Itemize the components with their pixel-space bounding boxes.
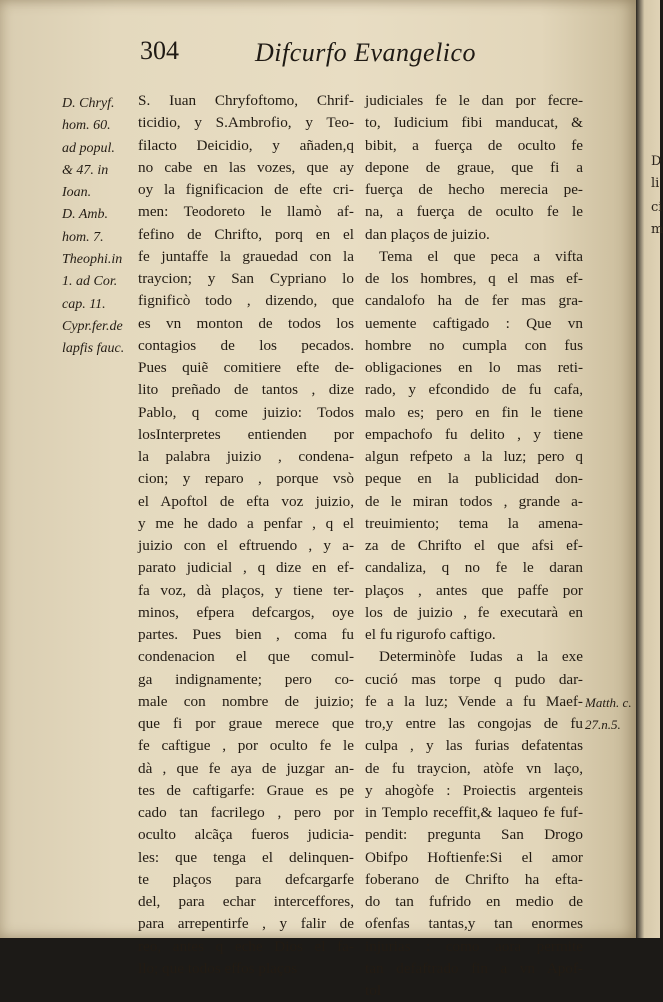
margin-note: lapfis fauc.: [62, 341, 125, 357]
text-line: Determinòfe Iudas a la exe: [379, 648, 583, 666]
text-line: te plaços para defcargarfe: [138, 870, 354, 888]
text-line: condenacion el que comul-: [138, 648, 354, 666]
margin-note: & 47. in: [62, 162, 109, 178]
text-line: pendit: pregunta San Drogo: [365, 826, 583, 844]
right-text-column: [365, 90, 583, 1002]
text-line: contagios de los pecados.: [138, 336, 354, 354]
text-line: de fu traycion, atòfe vn laço,: [365, 759, 583, 777]
text-line: S. Iuan Chryfoftomo, Chrif-: [138, 92, 354, 109]
text-line: candaliza, q no fe le daran: [365, 559, 583, 577]
left-text-column: [138, 90, 354, 980]
text-line: del, para echar interceffores,: [138, 893, 354, 910]
text-line: cució mas torpe q pudo dar-: [365, 670, 583, 688]
facing-page-fragment: li: [651, 176, 660, 191]
text-line: cion; y reparo , porque vsò: [138, 470, 354, 488]
text-line: culpa , y las furias defatentas: [365, 737, 583, 755]
text-line: do tan fufrido en medio de: [365, 893, 583, 910]
text-line: traycion; y San Cypriano lo: [138, 270, 354, 287]
text-line: de le miran todos , grande a-: [365, 492, 583, 510]
text-line: de los hombres, q el mas ef-: [365, 270, 583, 287]
text-line: na, a fuerça de oculto fe le: [365, 203, 583, 221]
text-line: ga indignamente; pero co-: [138, 670, 354, 688]
text-line: fe juntaffe la grauedad con la: [138, 247, 354, 265]
text-line: dà , que fe aya de juzgar an-: [138, 759, 354, 777]
text-line: y ahogòfe : Proiectis argenteis: [365, 781, 583, 799]
text-line: candalofo ha de fer mas gra-: [365, 292, 583, 310]
text-line: plaços , antes que paffe por: [365, 581, 583, 599]
margin-note: D. Chryf.: [62, 96, 115, 111]
text-line: Pues quiẽ comitiere efte de-: [138, 359, 354, 376]
text-line: uemente caftigado : Que vn: [365, 314, 583, 332]
text-line: judiciales fe le dan por fecre-: [365, 92, 583, 109]
margin-note: 1. ad Cor.: [62, 274, 118, 290]
text-line: fuerça de hecho merecia pe-: [365, 181, 583, 198]
text-line: minos, efpera defcargos, oye: [138, 603, 354, 621]
text-line: el fu rigurofo caftigo.: [365, 626, 496, 643]
margin-note: ad popul.: [62, 140, 115, 156]
margin-note: hom. 60.: [62, 118, 111, 134]
text-line: tol: [365, 982, 382, 999]
margin-note: Theophi.in: [62, 252, 123, 268]
text-line: y me he dado a penfar , q el: [138, 514, 354, 532]
text-line: filacto Deicidio, y añaden,q: [138, 136, 354, 154]
text-line: les: que tenga el delinquen-: [138, 848, 354, 866]
text-line: el Apoftol de efta voz juizio,: [138, 492, 354, 510]
page-number: 304: [140, 36, 179, 65]
text-line: lito preñado de tantos , dize: [138, 381, 354, 399]
text-line: fefino de Chrifto, porq en el: [138, 225, 354, 243]
text-line: to, Iudicium fibi manducat, &: [365, 114, 583, 132]
text-line: llo; que todos effos plaços: [138, 959, 298, 977]
text-line: algun refpeto a la luz; pero q: [365, 448, 583, 465]
facing-page-fragment: ci: [651, 200, 663, 215]
right-margin-notes: [585, 692, 635, 736]
text-line: peque en la publicidad don-: [365, 470, 583, 488]
text-line: oy la fignificacion de efte cri-: [138, 181, 354, 198]
text-line: men: Teodoreto le llamò af-: [138, 203, 354, 221]
text-line: Pablo, q come juizio: Todos: [138, 403, 354, 421]
page-header: [0, 36, 636, 76]
text-line: los de juizio , fe executarà en: [365, 603, 583, 621]
text-line: fe caftigue , por oculto fe le: [138, 737, 354, 755]
text-line: empachofo fu delito , y tiene: [365, 425, 583, 443]
text-line: foberano de Chrifto ha efta-: [365, 870, 583, 888]
margin-note: hom. 7.: [62, 229, 104, 245]
text-line: fa voz, dà plaços, y tiene ter-: [138, 581, 354, 599]
margin-note: Ioan.: [62, 185, 92, 201]
text-line: in Templo receffit,& laqueo fe fuf-: [365, 804, 583, 821]
text-line: ofenfas tantas,y tan enormes: [365, 915, 583, 933]
facing-page-edge: [636, 0, 663, 938]
text-line: fignificò todo , dizendo, que: [138, 292, 354, 310]
text-line: ticidio, y S.Ambrofio, y Teo-: [138, 114, 354, 132]
text-line: tes de caftigarfe: Graue es pe: [138, 781, 354, 799]
text-line: bibit, a fuerça de oculto fe: [365, 136, 583, 154]
text-line: treuimiento; tema la amena-: [365, 514, 583, 532]
text-line: Obifpo Hoftienfe:Si el amor: [365, 848, 583, 866]
text-line: dan plaços de juizio.: [365, 225, 490, 243]
text-line: malo es; pero en fin le tiene: [365, 403, 583, 421]
text-line: partes. Pues bien , coma fu: [138, 626, 354, 643]
text-line: parato judicial , q dize en ef-: [138, 559, 354, 577]
text-line: reo, antes q eche Dios el fa-: [138, 937, 354, 955]
text-line: Tema el que peca a vifta: [379, 247, 583, 265]
margin-note: cap. 11.: [62, 296, 106, 312]
text-line: fe a la luz; Vende a fu Maef-: [365, 692, 583, 710]
margin-note: D. Amb.: [62, 207, 109, 223]
text-line: para arrepentirfe , y falir de: [138, 915, 354, 933]
text-line: oculto alcãça fueros judicia-: [138, 826, 354, 844]
text-line: hombre no cumpla con fus: [365, 336, 583, 354]
running-title: Difcurfo Evangelico: [255, 38, 477, 67]
margin-note: 27.n.5.: [585, 717, 621, 732]
text-line: male con nombre de juizio;: [138, 692, 354, 710]
facing-page-fragment: D: [651, 154, 662, 169]
text-line: cado tan facrilego , pero por: [138, 804, 354, 821]
text-line: obligaciones en lo mas reti-: [365, 359, 583, 376]
text-line: juizio con el eftruendo , y a-: [138, 537, 354, 554]
text-line: tro,y entre las congojas de fu: [365, 715, 583, 732]
text-line: depone de graue, que fi a: [365, 158, 583, 176]
text-line: za de Chrifto el que afsi ef-: [365, 537, 583, 554]
text-line: la palabra juizio , condena-: [138, 448, 354, 465]
text-line: injurias : como aora permite: [365, 937, 583, 955]
text-line: tan defaftrado fin a vn Apof-: [365, 959, 583, 977]
text-line: rado, y efcondido de fu cafa,: [365, 381, 583, 399]
margin-note: Cypr.fer.de: [62, 318, 123, 334]
margin-note: Matth. c.: [585, 695, 632, 710]
text-line: no cabe en las vozes, que ay: [138, 158, 354, 176]
text-line: es vn monton de todos los: [138, 314, 354, 332]
text-line: que fi por graue merece que: [138, 715, 354, 732]
facing-page-fragment: m: [651, 222, 663, 237]
text-line: losInterpretes entienden por: [138, 425, 354, 443]
